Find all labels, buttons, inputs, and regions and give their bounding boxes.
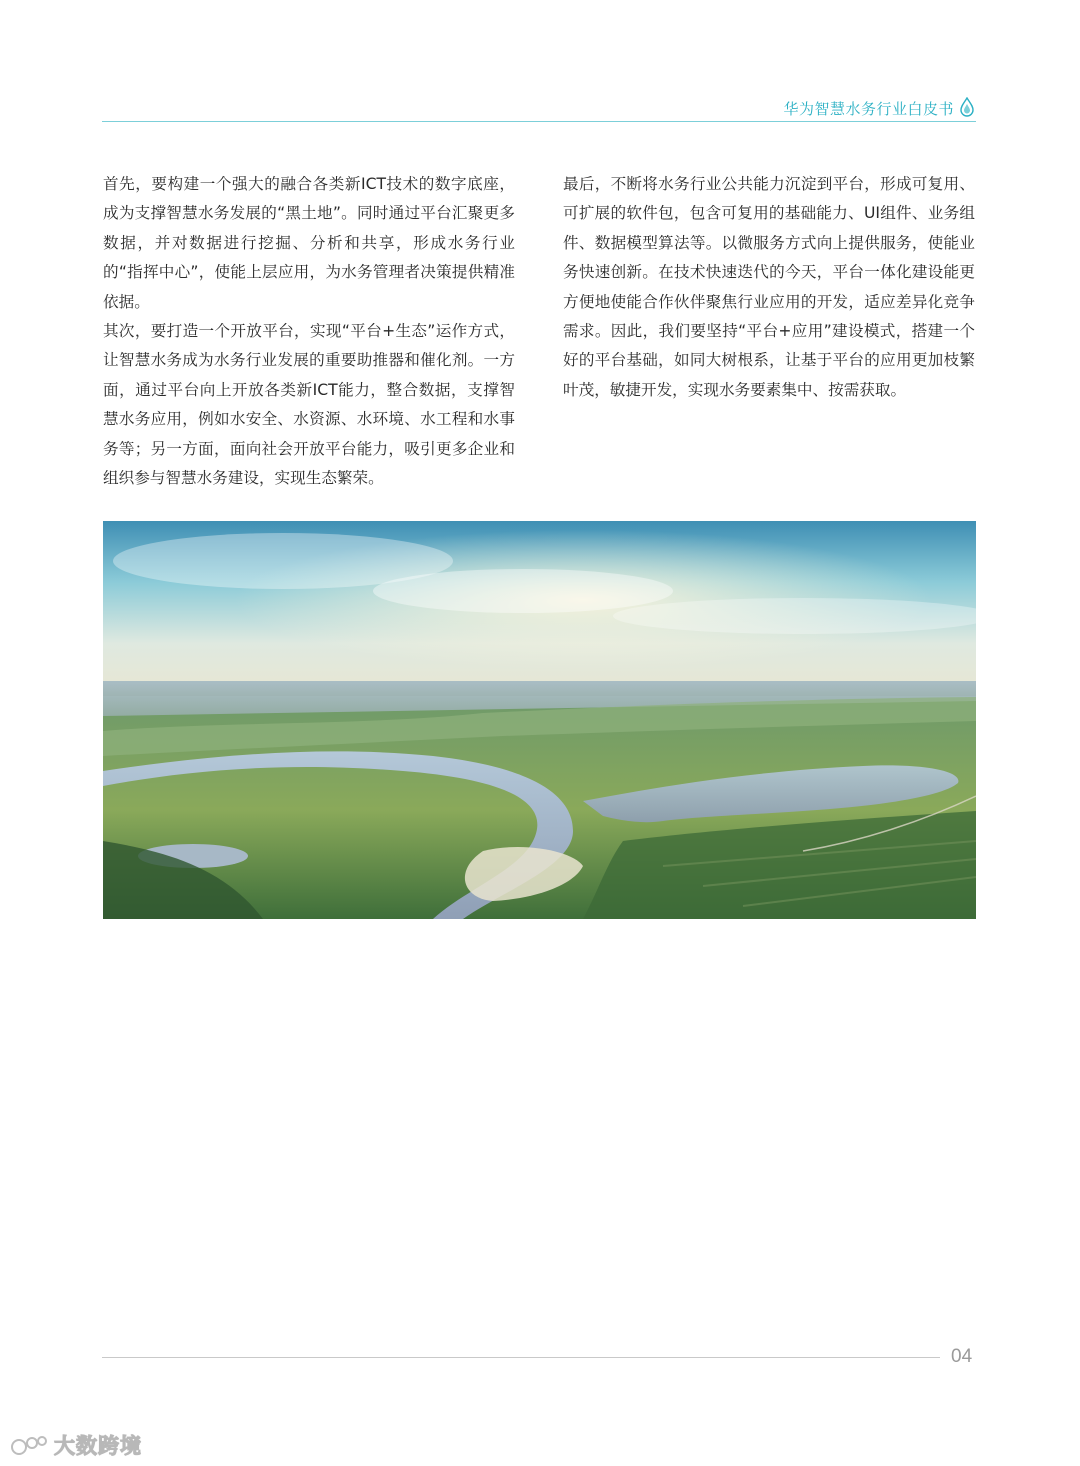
page-number: 04 [951, 1346, 973, 1367]
watermark-text: 大数跨境 [54, 1434, 142, 1458]
river-landscape-photo [103, 521, 976, 919]
dashu-logo-icon [10, 1432, 48, 1458]
huawei-water-drop-logo-icon [958, 97, 976, 117]
header-title: 华为智慧水务行业白皮书 [783, 100, 954, 118]
footer-divider [102, 1357, 940, 1358]
header-divider [102, 121, 976, 122]
watermark [10, 1430, 142, 1460]
paragraph: 其次，要打造一个开放平台，实现“平台+生态”运作方式，让智慧水务成为水务行业发展的重要助推器和催化剂。一方面，通过平台向上开放各类新ICT能力，整合数据，支撑智慧水务应用，例如水安全、水资源、水环境、水工程和水事务等；另一方面，面向社会开放平台能力，吸引更多企业和组织参与智慧水务建设，实现生态繁荣。 [103, 322, 515, 488]
paragraph: 首先，要构建一个强大的融合各类新ICT技术的数字底座，成为支撑智慧水务发展的“黑土地”。同时通过平台汇聚更多数据，并对数据进行挖掘、分析和共享，形成水务行业的“指挥中心”，使能上层应用，为水务管理者决策提供精准依据。 [103, 175, 515, 311]
right-column [563, 170, 975, 405]
left-column [103, 170, 515, 493]
paragraph: 最后，不断将水务行业公共能力沉淀到平台，形成可复用、可扩展的软件包，包含可复用的基础能力、UI组件、业务组件、数据模型算法等。以微服务方式向上提供服务，使能业务快速创新。在技术快速迭代的今天，平台一体化建设能更方便地使能合作伙伴聚焦行业应用的开发，适应差异化竞争需求。因此，我们要坚持“平台+应用”建设模式，搭建一个好的平台基础，如同大树根系，让基于平台的应用更加枝繁叶茂，敏捷开发，实现水务要素集中、按需获取。 [563, 175, 975, 399]
